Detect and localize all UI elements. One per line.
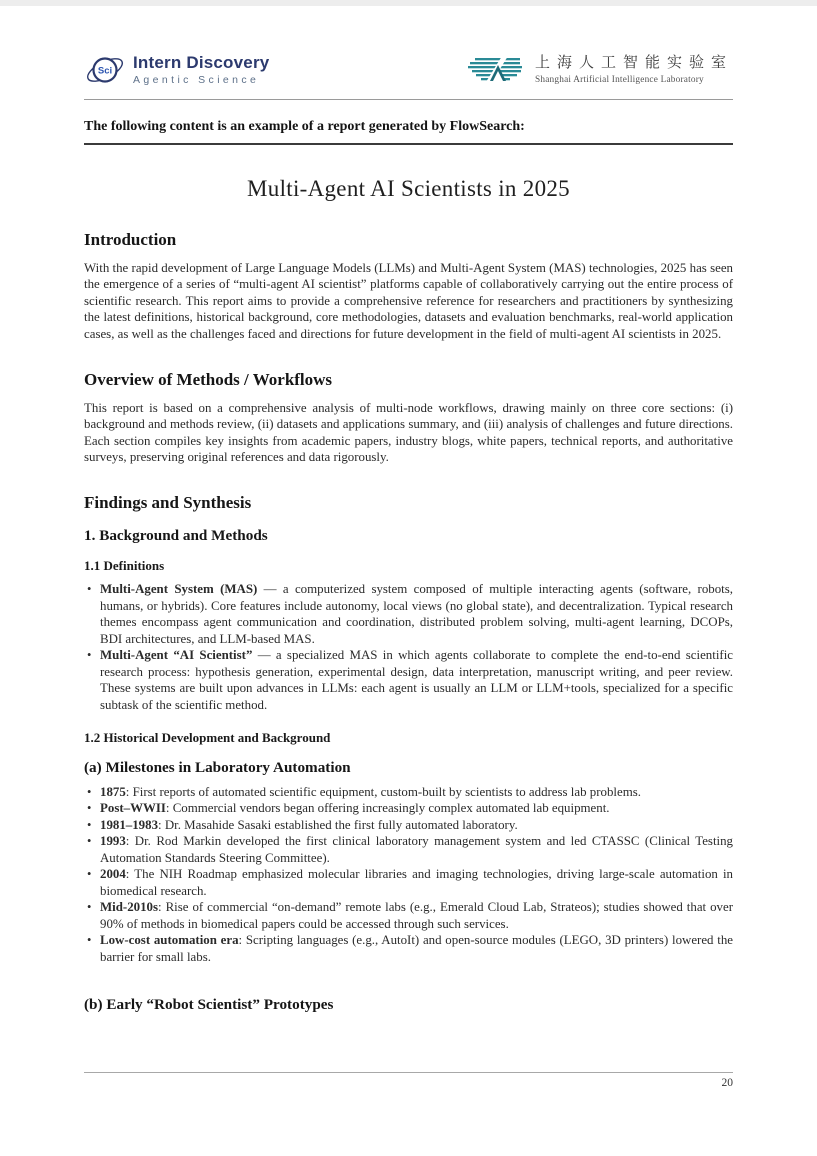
bullet-text: : Scripting languages (e.g., AutoIt) and open-source modules (LEGO, 3D printers) lowered the barrier for small labs. [100,933,733,964]
bullet-lead: 2004 [100,867,126,882]
subsection-heading-background-methods: 1. Background and Methods [84,527,268,545]
bullet-lead: 1875 [100,784,126,799]
page-footer [84,1072,733,1089]
notice-divider [84,143,733,145]
brand-text-block [133,54,269,87]
milestone-item [100,866,733,899]
milestone-item [100,800,733,817]
bullet-lead: 1981–1983 [100,817,159,832]
sci-icon-label: Sci [97,65,113,77]
header-divider [84,99,733,100]
bullet-lead: 1993 [100,834,126,849]
definitions-list [84,581,733,713]
bullet-lead: Multi-Agent System (MAS) [100,582,258,597]
section-heading-overview: Overview of Methods / Workflows [84,369,333,389]
section-heading-introduction: Introduction [84,229,177,249]
brand-tagline: Agentic Science [133,74,260,87]
bullet-text: : Dr. Rod Markin developed the first clinical laboratory management system and led CTASSC (Clinical Testing Automation Standards Steering Committee). [100,834,733,865]
bullet-lead: Mid-2010s [100,900,159,915]
scan-edge-artifact [0,0,817,6]
bullet-lead: Multi-Agent “AI Scientist” [100,648,253,663]
bullet-lead: Low-cost automation era [100,933,239,948]
subsection-heading-milestones: (a) Milestones in Laboratory Automation [84,758,351,776]
milestone-item [100,899,733,932]
bullet-text: : First reports of automated scientific equipment, custom-built by scientists to address lab problems. [125,784,641,799]
sci-orbit-icon [84,51,126,89]
brand-name: Intern Discovery [133,52,270,72]
milestone-item [100,833,733,866]
bullet-lead: Post–WWII [100,801,166,816]
milestone-item [100,932,733,965]
notice-text: The following content is an example of a report generated by FlowSearch: [84,119,525,134]
milestone-item [100,784,733,801]
bullet-text: : The NIH Roadmap emphasized molecular libraries and imaging technologies, driving large-scale automation in biomedical research. [100,867,733,898]
footer-divider [84,1072,733,1073]
lab-text-block [535,55,733,85]
definition-item [100,647,733,713]
lab-name-en: Shanghai Artificial Intelligence Laboratory [534,74,704,85]
page-number: 20 [721,1077,733,1089]
subsubsection-heading-history: 1.2 Historical Development and Background [84,730,331,746]
section-heading-findings: Findings and Synthesis [84,492,252,512]
subsubsection-heading-definitions: 1.1 Definitions [84,558,165,574]
introduction-paragraph: With the rapid development of Large Language Models (LLMs) and Multi-Agent System (MAS) technologies, 2025 has seen the emergence of a series of “multi-agent AI scientist” platforms capable of collaboratively carrying out the entire process of scientific research. This report aims to provide a comprehensive reference for researchers and practitioners by synthesizing the latest definitions, historical background, core methodologies, datasets and evaluation benchmarks, real-world application cases, as well as the challenges faced and directions for future development in the field of multi-agent AI scientists in 2025. [84,260,733,341]
bullet-text: : Rise of commercial “on-demand” remote labs (e.g., Emerald Cloud Lab, Strateos); studies showed that over 90% of methods in biomedical papers could be accessed through such services. [100,900,733,931]
page-header [84,46,733,94]
shanghai-ai-lab-logo [468,54,733,86]
subsection-heading-robot-prototypes: (b) Early “Robot Scientist” Prototypes [84,996,334,1014]
bullet-text: — a computerized system composed of multiple interacting agents (software, robots, humans, or hybrids). Core features include autonomy, local views (no global state), and decentralization. Typical research themes encompass agent communication and coordination, distributed problem solving, multi-agent learning, DCOPs, BDI architectures, and LLM-based MAS. [100,582,733,646]
bullet-text: : Commercial vendors began offering increasingly complex automated lab equipment. [165,801,610,816]
bullet-text: — a specialized MAS in which agents collaborate to complete the end-to-end scientific research process: hypothesis generation, experimental design, data interpretation, manuscript writing, and peer review. These systems are built upon advances in LLMs: each agent is usually an LLM or LLM+tools, specialized for a specific subtask of the scientific method. [100,648,734,712]
milestone-item [100,817,733,834]
lab-name-zh: 上海人工智能实验室 [534,55,733,72]
report-title: Multi-Agent AI Scientists in 2025 [247,175,570,201]
bullet-text: : Dr. Masahide Sasaki established the first fully automated laboratory. [158,817,518,832]
lab-stripes-icon [468,54,526,86]
intern-discovery-logo [84,51,269,89]
milestones-list [84,784,733,966]
overview-paragraph: This report is based on a comprehensive analysis of multi-node workflows, drawing mainly on three core sections: (i) background and methods review, (ii) datasets and applications summary, and (iii) analysis of challenges and future directions. Each section compiles key insights from academic papers, industry blogs, white papers, technical reports, and authoritative surveys, preserving original references and data rigorously. [84,400,733,465]
definition-item [100,581,733,647]
